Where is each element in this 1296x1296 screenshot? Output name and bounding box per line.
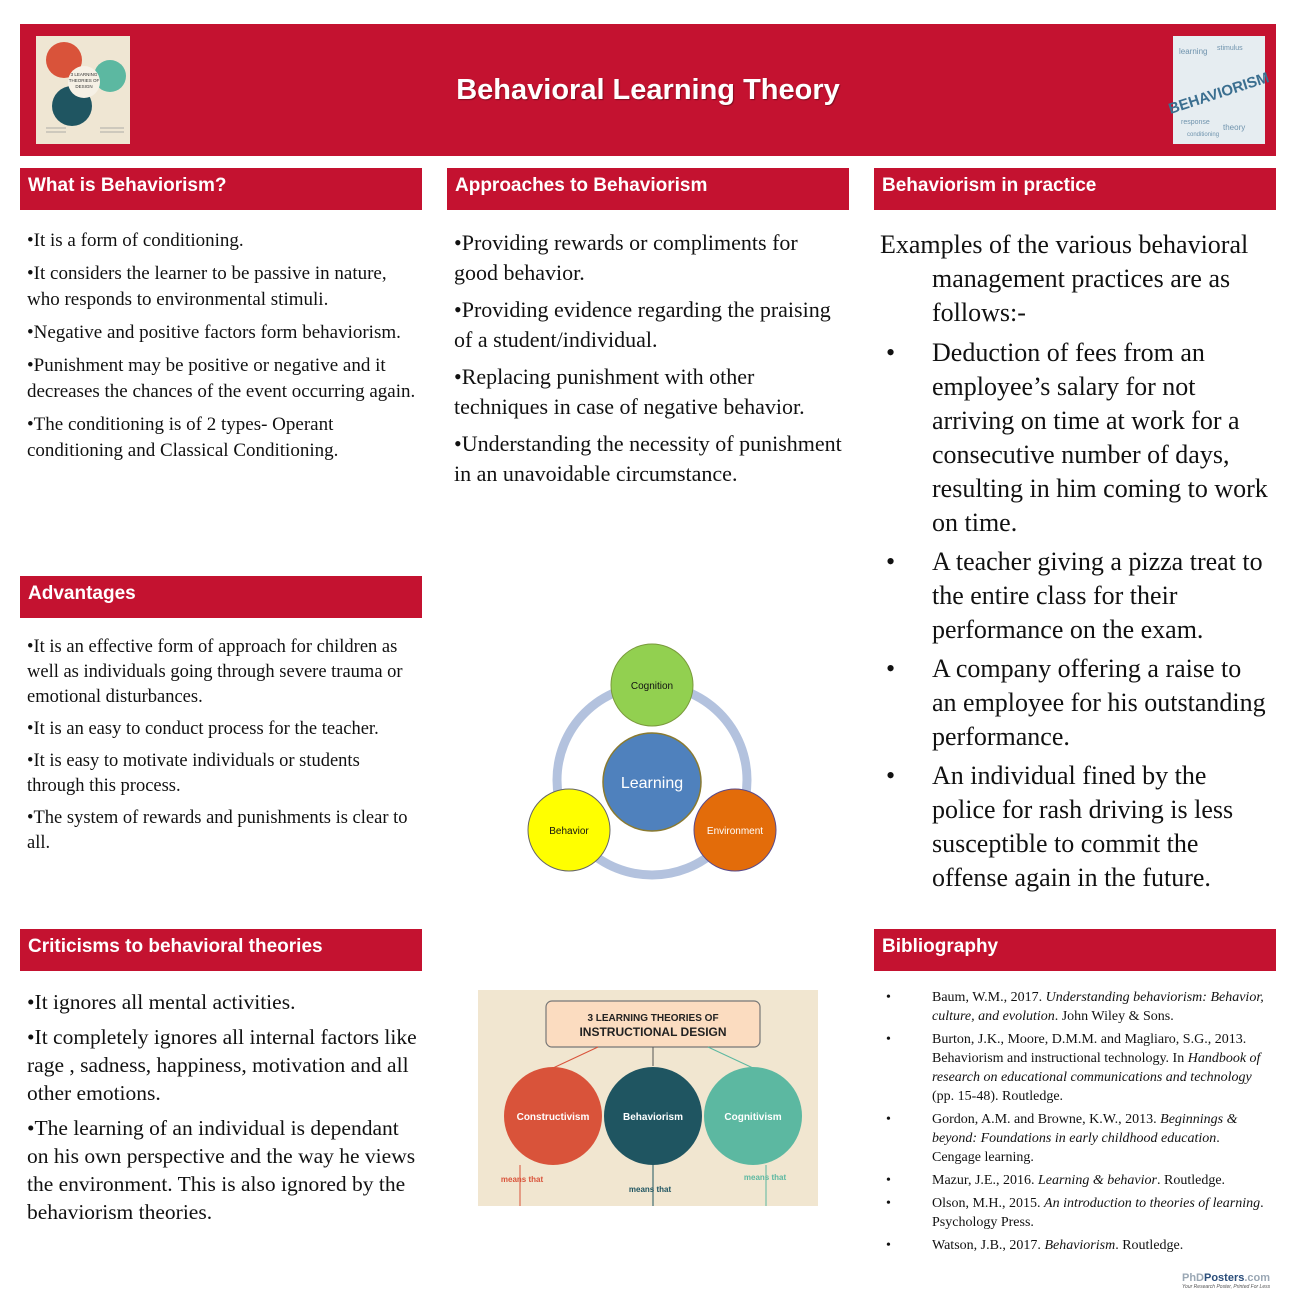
list-item: • Deduction of fees from an employee’s salary for not arriving on time at work for a consecutive number of days, resulting in him coming to work on time. bbox=[880, 336, 1272, 540]
list-item: • The learning of an individual is dependant on his own perspective and the way he views the environment. This is also ignored by the behaviorism theories. bbox=[27, 1114, 419, 1226]
approaches-body bbox=[454, 228, 846, 496]
means-that-label: means that bbox=[628, 1185, 672, 1194]
theories-title-line2: INSTRUCTIONAL DESIGN bbox=[579, 1025, 727, 1039]
poster-title: Behavioral Learning Theory bbox=[456, 74, 840, 106]
list-item: • Replacing punishment with other techniques in case of negative behavior. bbox=[454, 362, 846, 422]
svg-text:BEHAVIORISM: BEHAVIORISM bbox=[1166, 69, 1272, 118]
constructivism-label: Constructivism bbox=[516, 1112, 590, 1123]
list-item: • Negative and positive factors form behaviorism. bbox=[27, 320, 419, 346]
section-heading-what-is-behaviorism: What is Behaviorism? bbox=[20, 168, 422, 210]
list-item: • It is easy to motivate individuals or students through this process. bbox=[27, 749, 419, 799]
list-item: • A company offering a raise to an employee for his outstanding performance. bbox=[880, 652, 1272, 754]
svg-text:response: response bbox=[1181, 119, 1210, 126]
theories-title-line1: 3 LEARNING THEORIES OF bbox=[587, 1013, 719, 1024]
bibliography-entry: • Burton, J.K., Moore, D.M.M. and Magliaro, S.G., 2013. Behaviorism and instructional technology. In Handbook of research on educational communications and technology (pp. 15-48). Routledge. bbox=[880, 1030, 1272, 1106]
list-item: • It considers the learner to be passive in nature, who responds to environmental stimuli. bbox=[27, 261, 419, 313]
practice-intro: Examples of the various behavioral management practices are as follows:- bbox=[880, 230, 1249, 327]
advantages-body bbox=[27, 635, 419, 863]
list-item: • Understanding the necessity of punishment in an unavoidable circumstance. bbox=[454, 429, 846, 489]
cognition-label: Cognition bbox=[630, 681, 674, 692]
list-item: • It is an effective form of approach for children as well as individuals going through severe trauma or emotional disturbances. bbox=[27, 635, 419, 710]
svg-text:learning: learning bbox=[1179, 47, 1208, 56]
list-item: • It ignores all mental activities. bbox=[27, 988, 419, 1016]
bibliography-entry: • Baum, W.M., 2017. Understanding behaviorism: Behavior, culture, and evolution. John Wiley & Sons. bbox=[880, 988, 1272, 1026]
svg-text:THEORIES OF: THEORIES OF bbox=[68, 78, 100, 83]
bibliography-entry: • Mazur, J.E., 2016. Learning & behavior. Routledge. bbox=[880, 1171, 1272, 1190]
svg-text:3 LEARNING: 3 LEARNING bbox=[70, 72, 98, 77]
svg-text:stimulus: stimulus bbox=[1217, 45, 1243, 52]
list-item: • The conditioning is of 2 types- Operant conditioning and Classical Conditioning. bbox=[27, 412, 419, 464]
list-item: • Providing evidence regarding the praising of a student/individual. bbox=[454, 295, 846, 355]
poster-header bbox=[20, 24, 1276, 156]
criticisms-body bbox=[27, 988, 419, 1233]
means-that-label: means that bbox=[743, 1173, 787, 1182]
behavior-label: Behavior bbox=[549, 826, 589, 837]
svg-text:DESIGN: DESIGN bbox=[75, 84, 93, 89]
three-learning-theories-image bbox=[478, 990, 818, 1206]
behaviorism-word-cloud bbox=[1166, 36, 1272, 144]
behaviorism-label: Behaviorism bbox=[622, 1112, 684, 1123]
svg-text:theory: theory bbox=[1223, 123, 1246, 132]
list-item: • A teacher giving a pizza treat to the entire class for their performance on the exam. bbox=[880, 545, 1272, 647]
list-item: • Punishment may be positive or negative and it decreases the chances of the event occurring again. bbox=[27, 353, 419, 405]
section-heading-criticisms: Criticisms to behavioral theories bbox=[20, 929, 422, 971]
bibliography-entry: • Gordon, A.M. and Browne, K.W., 2013. Beginnings & beyond: Foundations in early childhood education. Cengage learning. bbox=[880, 1110, 1272, 1167]
environment-label: Environment bbox=[706, 826, 764, 837]
list-item: • Providing rewards or compliments for good behavior. bbox=[454, 228, 846, 288]
section-heading-practice: Behaviorism in practice bbox=[874, 168, 1276, 210]
list-item: • An individual fined by the police for rash driving is less susceptible to commit the offense again in the future. bbox=[880, 759, 1272, 895]
list-item: • It is a form of conditioning. bbox=[27, 228, 419, 254]
means-that-label: means that bbox=[500, 1175, 544, 1184]
learning-label: Learning bbox=[620, 775, 684, 792]
list-item: • It is an easy to conduct process for the teacher. bbox=[27, 717, 419, 742]
list-item: • It completely ignores all internal factors like rage , sadness, happiness, motivation and all other emotions. bbox=[27, 1023, 419, 1107]
learning-cycle-diagram bbox=[478, 640, 818, 895]
what-is-behaviorism-body bbox=[27, 228, 419, 471]
section-heading-advantages: Advantages bbox=[20, 576, 422, 618]
list-item: • The system of rewards and punishments is clear to all. bbox=[27, 806, 419, 856]
phdposters-logo[interactable]: PhDPosters.com Your Research Poster, Printed For Less bbox=[1182, 1272, 1271, 1290]
bibliography-entry: • Watson, J.B., 2017. Behaviorism. Routledge. bbox=[880, 1236, 1272, 1255]
svg-text:conditioning: conditioning bbox=[1187, 132, 1220, 138]
cognitivism-label: Cognitivism bbox=[724, 1112, 782, 1123]
practice-body bbox=[880, 228, 1272, 900]
bibliography-entry: • Olson, M.H., 2015. An introduction to theories of learning. Psychology Press. bbox=[880, 1194, 1272, 1232]
section-heading-approaches: Approaches to Behaviorism bbox=[447, 168, 849, 210]
section-heading-bibliography: Bibliography bbox=[874, 929, 1276, 971]
theories-title-box bbox=[546, 1001, 760, 1047]
bibliography-body bbox=[880, 988, 1272, 1259]
